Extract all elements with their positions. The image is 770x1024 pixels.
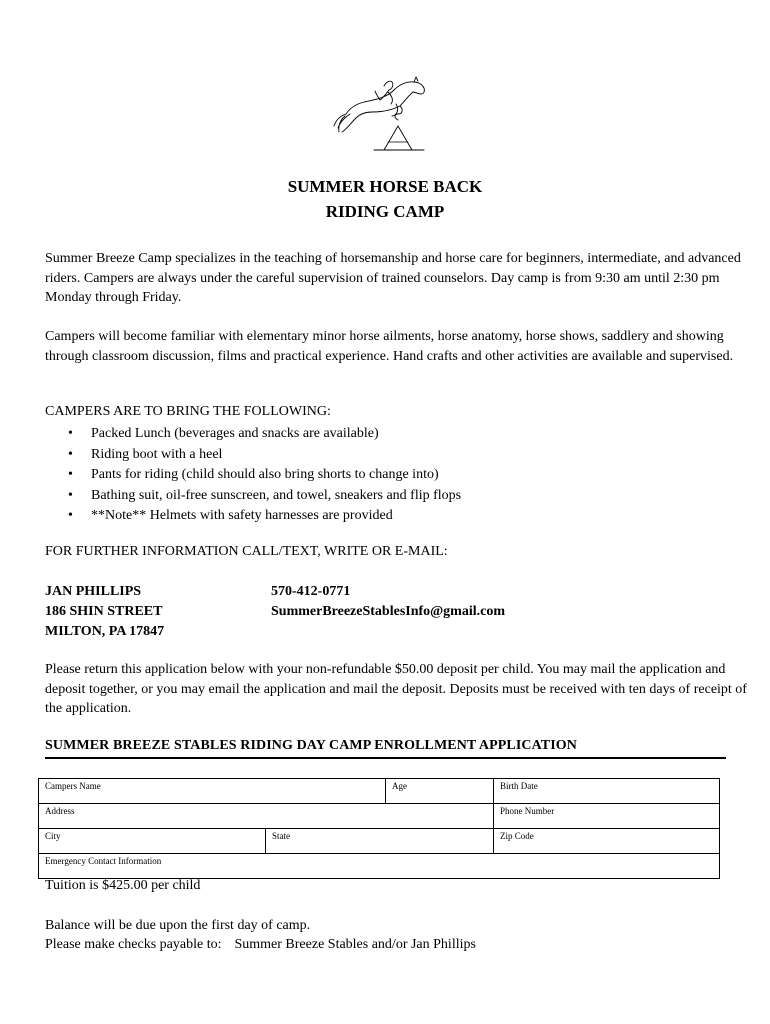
bring-list-heading: CAMPERS ARE TO BRING THE FOLLOWING: [45, 404, 331, 419]
age-field[interactable] [386, 779, 494, 803]
bullet-icon: • [68, 508, 73, 523]
zip-code-field[interactable] [494, 829, 719, 853]
form-row [39, 779, 719, 804]
emergency-contact-label: Emergency Contact Information [45, 856, 162, 866]
balance-block [45, 916, 476, 954]
list-item-text: Bathing suit, oil-free sunscreen, and towel, sneakers and flip flops [91, 487, 462, 503]
list-item [64, 424, 461, 445]
campers-name-label: Campers Name [45, 781, 101, 791]
contact-street: 186 SHIN STREET [45, 604, 163, 619]
contact-city-state-zip: MILTON, PA 17847 [45, 624, 165, 639]
contact-phone: 570-412-0771 [271, 584, 351, 599]
intro-paragraph-1: Summer Breeze Camp specializes in the teaching of horsemanship and horse care for beginners, intermediate, and advanced riders. Campers are always under the careful supervision of trained counselors. Day camp is from 9:30 am until 2:30 pm Monday through Friday. [45, 251, 741, 305]
list-item-text: **Note** Helmets with safety harnesses are provided [91, 508, 393, 523]
age-label: Age [392, 781, 407, 791]
address-label: Address [45, 806, 75, 816]
bring-list [64, 424, 461, 527]
bullet-icon: • [68, 426, 73, 441]
emergency-contact-field[interactable] [39, 854, 719, 878]
list-item-text: Riding boot with a heel [91, 446, 223, 462]
form-title-underline [45, 757, 726, 759]
balance-text: Balance will be due upon the first day of camp. [45, 918, 311, 933]
form-row [39, 804, 719, 829]
horse-jumping-logo [328, 70, 438, 156]
form-title: SUMMER BREEZE STABLES RIDING DAY CAMP ENROLLMENT APPLICATION [45, 738, 577, 753]
bullet-icon: • [68, 446, 73, 462]
list-item [64, 465, 461, 486]
contact-address-block [45, 582, 164, 642]
address-field[interactable] [39, 804, 494, 828]
list-item-text: Packed Lunch (beverages and snacks are available) [91, 426, 379, 441]
contact-heading: FOR FURTHER INFORMATION CALL/TEXT, WRITE OR E-MAIL: [45, 544, 448, 559]
enrollment-form [38, 778, 720, 879]
list-item [64, 486, 461, 507]
campers-name-field[interactable] [39, 779, 386, 803]
list-item-text: Pants for riding (child should also bring shorts to change into) [91, 467, 439, 482]
birth-date-field[interactable] [494, 779, 719, 803]
contact-phone-email-block [271, 582, 505, 622]
bullet-icon: • [68, 467, 73, 482]
zip-code-label: Zip Code [500, 831, 534, 841]
phone-number-label: Phone Number [500, 806, 555, 816]
checks-payable-line [45, 935, 476, 954]
city-label: City [45, 831, 61, 841]
intro-paragraph-2: Campers will become familiar with elementary minor horse ailments, horse anatomy, horse shows, saddlery and showing through classroom discussion, films and practical experience. Hand crafts and other activities are available and supervised. [45, 329, 734, 364]
phone-number-field[interactable] [494, 804, 719, 828]
form-row [39, 829, 719, 854]
title-line-2: RIDING CAMP [325, 202, 445, 221]
application-instructions: Please return this application below with your non-refundable $50.00 deposit per child. You may mail the application and deposit together, or you may email the application and mail the deposit. Deposits must be received with ten days of receipt of the application. [45, 662, 747, 716]
birth-date-label: Birth Date [500, 781, 538, 791]
tuition-text: Tuition is $425.00 per child [45, 878, 201, 893]
contact-name: JAN PHILLIPS [45, 584, 142, 599]
form-row [39, 854, 719, 878]
state-label: State [272, 831, 290, 841]
page-title [0, 174, 770, 224]
checks-label: Please make checks payable to: [45, 937, 222, 952]
bullet-icon: • [68, 487, 73, 503]
contact-email[interactable]: SummerBreezeStablesInfo@gmail.com [271, 604, 506, 619]
list-item [64, 445, 461, 466]
city-field[interactable] [39, 829, 266, 853]
checks-payee: Summer Breeze Stables and/or Jan Phillips [234, 937, 476, 952]
list-item [64, 506, 461, 527]
title-line-1: SUMMER HORSE BACK [287, 177, 483, 196]
state-field[interactable] [266, 829, 494, 853]
